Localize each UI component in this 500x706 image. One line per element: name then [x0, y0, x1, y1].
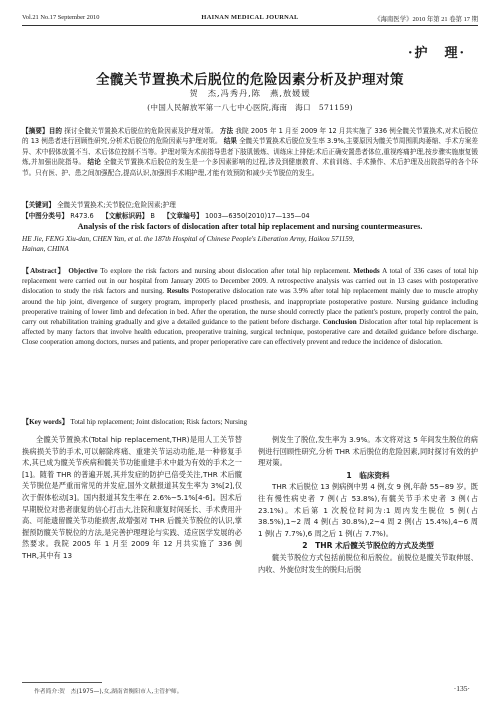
doc-code-label: 【文献标识码】 — [102, 212, 149, 220]
doc-code: B — [150, 212, 155, 220]
header-rule — [22, 25, 478, 26]
en-conclusion-text: Dislocation after total hip replacement is affected by many factors that involve health education, preoperative training, surgical technique, postoperative care and detailed guidance before discharge. Close cooperation among doctors, nurses and patients, and proper perioperative care can effectively prevent and reduce the incidence of dislocation. — [22, 318, 478, 347]
en-methods-label: Methods — [353, 267, 380, 275]
objective-text: 探讨全髋关节置换术后脱位的危险因素及护理对策。 — [64, 127, 218, 135]
clc-label: 【中图分类号】 — [22, 212, 69, 220]
article-title: 全髋关节置换术后脱位的危险因素分析及护理对策 — [96, 72, 404, 88]
results-label: 结果 — [223, 137, 237, 146]
english-abstract — [22, 266, 478, 348]
header-volume: Vol.21 No.17 September 2010 — [22, 14, 100, 21]
english-title: Analysis of the risk factors of dislocation after total hip replacement and nursing countermeasures. — [77, 222, 423, 231]
article-no: 1003—6350(2010)17—135—04 — [204, 212, 310, 220]
body-paragraph: 髋关节脱位方式包括前脱位和后脱位。前脱位是髋关节取伸展、内收、外旋位时发生的脱归;后脱 — [258, 552, 478, 574]
author-footnote: 作者简介:贺 杰(1975—),女,湖南省衡阳市人,主管护师。 — [34, 689, 183, 695]
en-objective-text: To explore the risk factors and nursing about dislocation after total hip replacement. — [100, 267, 351, 275]
en-methods-text: A total of 336 cases of total hip replacement were carried out in our hospital from January 2005 to December 2009. A retrospective analysis was carried out in 13 cases with postoperative dislocation to study the risk factors and nursing. — [22, 267, 478, 296]
english-keywords — [22, 417, 478, 427]
en-conclusion-label: Conclusion — [322, 318, 357, 327]
article-affiliation: (中国人民解放军第一八七中心医院,海南 海口 571159) — [147, 103, 353, 112]
footnote-rule — [22, 682, 102, 683]
keywords-text: 全髋关节置换术;关节脱位;危险因素;护理 — [57, 201, 176, 209]
classification-line — [22, 210, 478, 220]
en-results-text: Postoperative dislocation rate was 3.9% after total hip replacement mainly due to muscle atrophy around the hip joint, divergence of surgery program, improperly placed prosthesis, and inappropriate postoperative posture. Nursing guidance including preoperative training of lower limb and defecation in bed. After the operation, the nurse should correctly place the patient's posture, properly control the pain, carry out rehabilitation training gradually and give a detailed guidance to the patient before discharge. — [22, 287, 478, 327]
abstract-label: 【摘要】 — [22, 127, 49, 135]
body-column-right — [258, 434, 478, 575]
page-number: ·135· — [453, 684, 470, 693]
section-tag: ·护 理· — [407, 46, 466, 61]
chinese-abstract — [22, 126, 478, 178]
en-results-label: Results — [166, 287, 189, 296]
section-heading: 1 临床资料 — [346, 470, 390, 480]
conclusion-label: 结论 — [87, 158, 102, 167]
clc-code: R473.6 — [70, 212, 94, 220]
section-heading: 2 THR 术后髋关节脱位的方式及类型 — [302, 541, 434, 551]
keywords-line — [22, 199, 478, 209]
body-paragraph: 例发生了脱位,发生率为 3.9%。本文将对这 5 年间发生脱位的病例进行回顾性研究,分析 THR 术后脱位的危险因素,同时探讨有效的护理对策。 — [258, 435, 478, 468]
en-objective-label: Objective — [68, 267, 98, 275]
conclusion-text: 全髋关节置换术后脱位的发生是一个多因素影响的过程,涉及到健康教育、术前训练、手术操作、术后护理及出院指导的各个环节。只有医、护、患之间加强配合,提高认识,加强围手术期护理,才能有效预防和减少关节脱位的发生。 — [22, 158, 478, 177]
article-no-label: 【文章编号】 — [163, 212, 203, 220]
body-column-left — [22, 434, 242, 562]
en-keywords-label: 【Key words】 — [22, 418, 69, 426]
methods-label: 方法 — [219, 127, 234, 135]
keywords-label: 【关键词】 — [22, 201, 55, 209]
en-keywords-text: Total hip replacement; Joint dislocation; Risk factors; Nursing — [70, 418, 248, 426]
body-paragraph: 全髋关节置换术(Total hip replacement,THR)是用人工关节替换病损关节的手术,可以解除疼痛、重建关节运动功能,是一种修复手术,其已成为髋关节疾病和髋关节功能重建手术中最为有效的手术之一[1]。随着 THR 的普遍开展,其并发症的防护已倍受关注,THR 术后髋关节脱位是严重而常见的并发症,国外文献报道其发生率为 3%[2],仅次于假体松动[3]。国内报道其发生率在 2.6%~5.1%[4-6]。因术后早期脱位对患者康复的信心打击大,注院和康复时间延长、手术费用升高、可能遗留髋关节功能损害,故增强对 THR 后髋关节脱位的认识,掌握预防髋关节脱位的方法,是完善护理理论与实践、适应医学发展的必然要求。我院 2005 年 1 月至 2009 年 12 月共实施了 336 例 THR,其中有 13 — [22, 435, 242, 560]
header-journal-name: HAINAN MEDICAL JOURNAL — [201, 14, 299, 21]
results-text: 全髋关节置换术后脱位发生率 3.9%,主要原因为髋关节周围肌肉萎缩、手术方案差异、术中假体放置不当、术后体位控制不当等。护理对策为术前指导患者下肢肌锻炼、训练床上排便;术后正确安置患者体位,重视疼痛护理,按步骤实施康复锻炼,并加强出院指导。 — [22, 137, 478, 167]
article-authors: 贺 杰,冯秀丹,陈 燕,敖媛媛 — [189, 88, 311, 98]
english-authors-line1: HE Jie, FENG Xiu-dan, CHEN Yan, et al. the 187th Hospital of Chinese People's Liberation Army, Haikou 571159, — [22, 235, 355, 243]
english-authors — [22, 234, 478, 254]
header-issue: 《海南医学》2010 年第 21 卷第 17 期 — [374, 16, 478, 23]
objective-label: 目的 — [48, 127, 63, 135]
english-authors-line2: Hainan, CHINA — [22, 245, 69, 254]
methods-text: 我院 2005 年 1 月至 2009 年 12 月共实施了 336 例全髋关节置换术,对术后脱位的 13 例患者进行回顾性研究,分析术后脱位的危险因素与护理对策。 — [22, 127, 479, 146]
en-abstract-label: 【Abstract】 — [22, 267, 66, 275]
body-paragraph: THR 术后脱位 13 例病例中男 4 例,女 9 例,年龄 55~89 岁。既往有慢性病史者 7 例(占 53.8%),有髋关节手术史者 3 例(占 23.1%)。术后第 1 次脱位时间为:1 周内发生脱位 5 例(占 38.5%),1~2 周 4 例(占 30.8%),2~4 周 2 例(占 15.4%),4~6 周 1 例(占 7.7%),6 周之后 1 例(占 7.7%)。 — [258, 482, 478, 538]
